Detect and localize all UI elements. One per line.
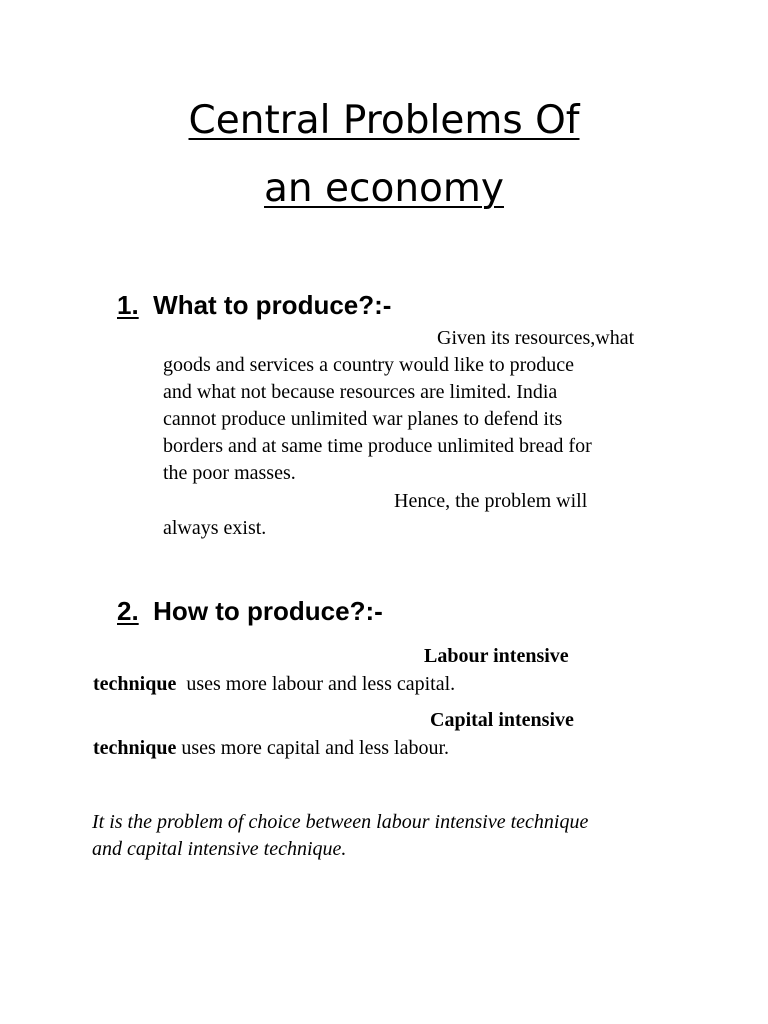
section-1-number-gap — [139, 290, 146, 320]
section-1-line-5: borders and at same time produce unlimited bread for — [163, 435, 592, 457]
page-title-line-1: Central Problems Of — [188, 98, 580, 143]
section-1-number: 1. — [117, 290, 139, 320]
section-2-heading — [117, 596, 383, 626]
capital-term-part-2: technique — [93, 737, 177, 759]
section-1-line-1: Given its resources,what — [437, 327, 635, 349]
section-2-number-gap — [139, 596, 146, 626]
section-1-line-4: cannot produce unlimited war planes to defend its — [163, 408, 563, 430]
section-2-number: 2. — [117, 596, 139, 626]
section-1-line-3: and what not because resources are limited. India — [163, 381, 558, 403]
section-1-line-7: Hence, the problem will — [394, 490, 588, 512]
conclusion-line-1: It is the problem of choice between labour intensive technique — [92, 811, 589, 833]
labour-line-2 — [93, 671, 455, 698]
labour-term-part-2: technique — [93, 673, 177, 695]
page-title-line-2: an economy — [264, 166, 504, 211]
labour-term-part-1: Labour intensive — [424, 645, 569, 667]
section-2-title: How to produce?:- — [153, 596, 383, 626]
section-1-heading — [117, 290, 391, 320]
section-1-line-8: always exist. — [163, 517, 267, 539]
section-1-line-2: goods and services a country would like to produce — [163, 354, 575, 376]
section-1-line-6: the poor masses. — [163, 462, 296, 484]
conclusion-line-2: and capital intensive technique. — [92, 838, 347, 860]
labour-rest: uses more labour and less capital. — [186, 673, 456, 695]
capital-line-2 — [93, 735, 449, 762]
capital-rest: uses more capital and less labour. — [181, 737, 450, 759]
section-1-title: What to produce?:- — [153, 290, 392, 320]
capital-term-part-1: Capital intensive — [430, 709, 574, 731]
